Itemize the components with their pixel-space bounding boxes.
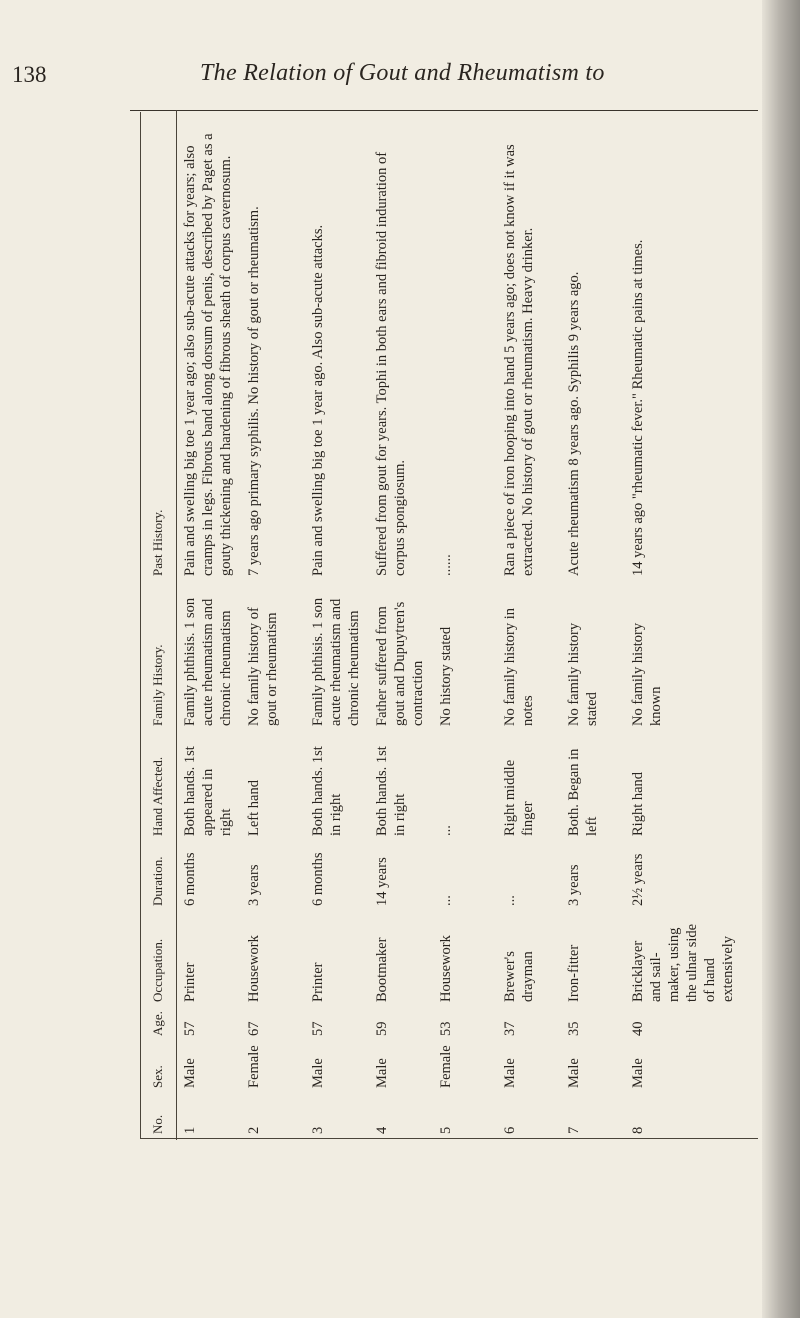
cell-family: No family history in notes [502,607,536,726]
table-row [433,110,497,1140]
cell-family: No family history known [630,622,664,726]
cell-duration: 6 months [182,852,198,906]
cell-age: 53 [438,1021,454,1036]
cell-past: Acute rheumatism 8 years ago. Syphilis 9 years ago. [566,271,582,576]
cell-no: 8 [630,1126,646,1134]
cell-past: Ran a piece of iron hooping into hand 5 years ago; does not know if it was extracted. No history of gout or rheumatism. Heavy drinker. [502,144,536,576]
cell-hand: Both hands. 1st in right [374,746,408,836]
cell-duration: 3 years [566,864,582,906]
cell-sex: Female [246,1045,262,1088]
cell-past: Pain and swelling big toe 1 year ago. Also sub-acute attacks. [310,224,326,576]
running-title: The Relation of Gout and Rheumatism to [200,60,605,86]
col-header-sex: Sex. [140,1042,177,1094]
cell-no: 5 [438,1126,454,1134]
col-header-family: Family History. [140,582,177,732]
cell-no: 2 [246,1126,262,1134]
cell-occupation: Housework [438,935,454,1002]
cell-occupation: Iron-fitter [566,944,582,1002]
table-left-rule [140,112,141,1138]
col-header-hand: Hand Affected. [140,732,177,842]
cell-sex: Male [182,1058,198,1088]
cell-hand: Left hand [246,780,262,836]
cell-family: No family history of gout or rheumatism [246,607,280,726]
cell-age: 67 [246,1021,262,1036]
cell-age: 59 [374,1021,390,1036]
cell-past: Suffered from gout for years. Tophi in both ears and fibroid induration of corpus spongiosum. [374,151,408,576]
cell-occupation: Printer [182,962,198,1002]
case-table [140,110,743,1140]
cell-duration: ... [438,895,454,906]
cell-past: ...... [438,554,454,576]
cell-age: 57 [310,1021,326,1036]
cell-sex: Male [502,1058,518,1088]
table-row [625,110,743,1140]
cell-hand: Both hands. 1st in right [310,746,344,836]
cell-age: 37 [502,1021,518,1036]
col-header-past: Past History. [140,110,177,582]
table-row [369,110,433,1140]
cell-occupation: Bootmaker [374,937,390,1002]
page-number: 138 [12,62,47,87]
cell-occupation: Housework [246,935,262,1002]
table-row [241,110,305,1140]
cell-past: Pain and swelling big toe 1 year ago; also sub-acute attacks for years; also cramps in legs. Fibrous band along dorsum of penis, described by Paget as a gouty thickening and hardening of fibrous sheath of corpus cavernosum. [182,133,234,576]
cell-past: 7 years ago primary syphilis. No history of gout or rheumatism. [246,206,262,576]
col-header-no: No. [140,1094,177,1140]
cell-occupation: Brewer's drayman [502,951,536,1002]
cell-hand: Right middle finger [502,759,536,836]
cell-no: 7 [566,1126,582,1134]
cell-past: 14 years ago "rheumatic fever." Rheumatic pains at times. [630,239,646,576]
table-header-rule [176,112,177,1138]
cell-family: Family phthisis. 1 son acute rheumatism and chronic rheumatism [182,597,234,726]
cell-age: 35 [566,1021,582,1036]
cell-occupation: Printer [310,962,326,1002]
cell-family: Family phthisis. 1 son acute rheumatism and chronic rheumatism [310,597,362,726]
cell-age: 40 [630,1021,646,1036]
table-header-row [140,110,177,1140]
cell-no: 4 [374,1126,390,1134]
table-row [561,110,625,1140]
cell-no: 6 [502,1126,518,1134]
cell-hand: Right hand [630,771,646,836]
cell-sex: Male [374,1058,390,1088]
cell-occupation: Bricklayer and sail-maker, using the ulnar side of hand extensively [630,923,736,1002]
cell-sex: Male [566,1058,582,1088]
cell-duration: 2½ years [630,853,646,906]
cell-family: No family history stated [566,622,600,726]
col-header-duration: Duration. [140,842,177,912]
cell-hand: ... [438,825,454,836]
table-row [497,110,561,1140]
col-header-occupation: Occupation. [140,912,177,1008]
cell-family: No history stated [438,626,454,726]
table-row [177,110,242,1140]
cell-sex: Male [630,1058,646,1088]
cell-hand: Both. Began in left [566,748,600,836]
page-edge-shadow [762,0,800,1318]
col-header-age: Age. [140,1008,177,1042]
cell-no: 1 [182,1126,198,1134]
cell-hand: Both hands. 1st appeared in right [182,746,234,836]
cell-duration: 6 months [310,852,326,906]
cell-no: 3 [310,1126,326,1134]
cell-sex: Female [438,1045,454,1088]
table-row [305,110,369,1140]
table-bottom-rule [140,1138,758,1139]
cell-age: 57 [182,1021,198,1036]
cell-duration: 3 years [246,864,262,906]
cell-duration: 14 years [374,857,390,906]
cell-family: Father suffered from gout and Dupuytren's contraction [374,601,426,726]
cell-sex: Male [310,1058,326,1088]
case-table-rotated [140,110,760,1140]
cell-duration: ... [502,895,518,906]
